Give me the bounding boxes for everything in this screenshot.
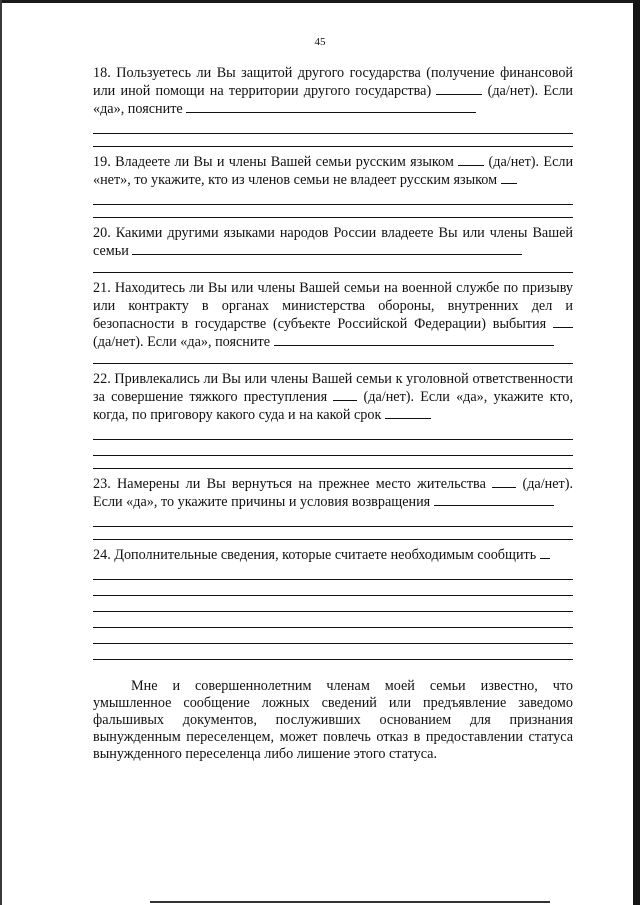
question-21-line-1: 21. Находитесь ли Вы или члены Вашей семьи на военной службе по xyxy=(93,280,519,296)
questionnaire-page xyxy=(93,64,573,777)
answer-blank[interactable] xyxy=(274,333,554,346)
question-22-text xyxy=(93,370,573,424)
question-18-line-1: 18. Пользуетесь ли Вы защитой другого государства (получение xyxy=(93,65,495,81)
question-22-line-1: 22. Привлекались ли Вы или члены Вашей семьи к уголовной xyxy=(93,371,469,387)
answer-blank[interactable] xyxy=(501,171,517,184)
question-18 xyxy=(93,64,573,147)
answer-line[interactable] xyxy=(93,189,573,205)
question-21-line-4: (да/нет). Если «да», поясните xyxy=(93,334,270,350)
answer-line[interactable] xyxy=(93,580,573,596)
question-19-text xyxy=(93,153,573,189)
section-divider xyxy=(93,134,573,147)
section-divider xyxy=(93,260,573,273)
question-24-line-1: 24. Дополнительные сведения, которые считаете необходимым сообщить xyxy=(93,547,537,563)
question-21 xyxy=(93,279,573,364)
answer-blank[interactable] xyxy=(458,153,484,166)
section-divider xyxy=(93,351,573,364)
answer-line[interactable] xyxy=(93,628,573,644)
answer-line[interactable] xyxy=(93,612,573,628)
question-20-line-2: Вашей семьи xyxy=(93,225,574,259)
answer-blank[interactable] xyxy=(186,100,476,113)
question-22 xyxy=(93,370,573,469)
answer-blank[interactable] xyxy=(436,82,482,95)
answer-blank[interactable] xyxy=(540,546,550,559)
section-divider xyxy=(93,527,573,540)
question-23-line-1: 23. Намерены ли Вы вернуться на прежнее место жительства xyxy=(93,476,486,492)
question-19-line-2: (да/нет). xyxy=(488,154,540,170)
answer-blank[interactable] xyxy=(492,475,516,488)
question-22-line-3: (да/нет). Если xyxy=(363,389,450,405)
answer-line[interactable] xyxy=(93,118,573,134)
question-20-line-1: 20. Какими другими языками народов России владеете Вы или члены xyxy=(93,225,528,241)
question-24 xyxy=(93,546,573,660)
answer-blank[interactable] xyxy=(333,388,357,401)
answer-blank[interactable] xyxy=(434,493,554,506)
question-20 xyxy=(93,224,573,273)
answer-blank[interactable] xyxy=(132,242,522,255)
page-number: 45 xyxy=(314,36,326,48)
answer-line[interactable] xyxy=(93,440,573,456)
question-22-line-4: «да», укажите кто, когда, по приговору какого суда и на какой срок xyxy=(93,389,574,423)
scan-edge-top xyxy=(0,0,640,3)
question-23-text xyxy=(93,475,573,511)
question-24-text xyxy=(93,546,573,564)
question-19-line-3: Если «нет», то укажите, кто из членов семьи не владеет русским языком xyxy=(93,154,574,188)
scan-edge-bottom xyxy=(150,901,550,903)
answer-line[interactable] xyxy=(93,424,573,440)
question-21-line-3: безопасности в государстве (субъекте Российской Федерации) выбытия xyxy=(93,316,547,332)
question-23-line-3: Если «да», то укажите причины и условия возвращения xyxy=(93,494,431,510)
answer-line[interactable] xyxy=(93,596,573,612)
answer-line[interactable] xyxy=(93,511,573,527)
question-21-text xyxy=(93,279,573,351)
question-19 xyxy=(93,153,573,218)
scan-edge-left xyxy=(0,0,2,905)
question-22-line-2: ответственности за совершение тяжкого преступления xyxy=(93,371,574,405)
question-23 xyxy=(93,475,573,540)
question-20-text xyxy=(93,224,573,260)
answer-line[interactable] xyxy=(93,644,573,660)
section-divider xyxy=(93,205,573,218)
answer-line[interactable] xyxy=(93,564,573,580)
question-19-line-1: 19. Владеете ли Вы и члены Вашей семьи русским языком xyxy=(93,154,454,170)
question-21-line-2: призыву или контракту в органах министерства обороны, внутренних дел и xyxy=(93,280,574,314)
scan-edge-right xyxy=(633,0,640,905)
question-18-line-3: (да/нет). Если «да», поясните xyxy=(93,83,574,117)
section-divider xyxy=(93,456,573,469)
question-18-line-2: финансовой или иной помощи на территории другого государства) xyxy=(93,65,574,99)
closing-statement: Мне и совершеннолетним членам моей семьи известно, что умышленное сообщение ложных сведений или предъявление заведомо фальшивых документов, послуживших основанием для признания вынужденным переселенцем, может повлечь отказ в предоставлении статуса вынужденного переселенца либо лишение этого статуса. xyxy=(93,678,573,762)
answer-blank[interactable] xyxy=(385,406,431,419)
question-18-text xyxy=(93,64,573,118)
question-23-line-2: (да/нет). xyxy=(522,476,574,492)
answer-blank[interactable] xyxy=(553,315,573,328)
